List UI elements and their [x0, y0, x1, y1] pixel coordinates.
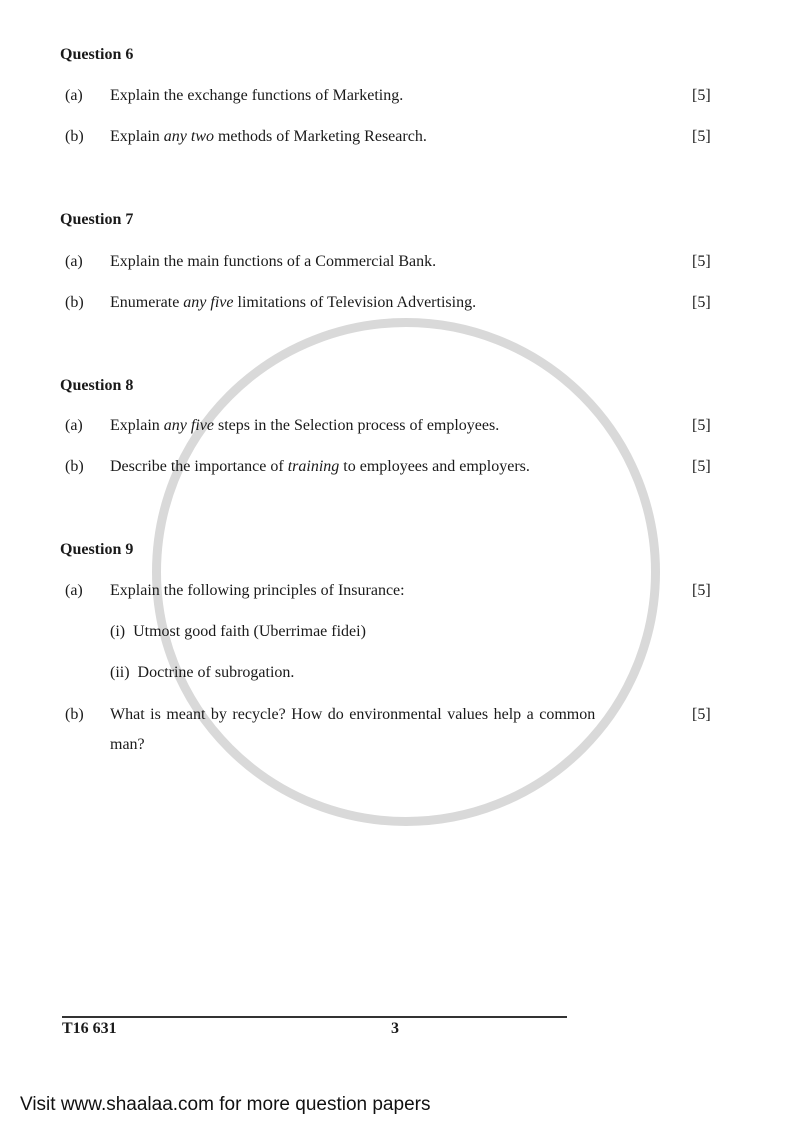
q9b-text-continuation: man?: [110, 736, 145, 753]
q9a-subitem-i: (i) Utmost good faith (Uberrimae fidei): [110, 623, 366, 640]
q6a-marks: [5]: [692, 87, 711, 104]
q8b-label: (b): [65, 458, 84, 475]
paper-code: T16 631: [62, 1020, 117, 1037]
question-7-heading: Question 7: [60, 211, 134, 228]
q9b-label: (b): [65, 706, 84, 723]
q7b-text: Enumerate any five limitations of Television Advertising.: [110, 294, 477, 311]
q9a-subitem-ii: (ii) Doctrine of subrogation.: [110, 664, 295, 681]
q9a-marks: [5]: [692, 582, 711, 599]
q8a-label: (a): [65, 417, 83, 434]
q6b-text: Explain any two methods of Marketing Research.: [110, 128, 427, 145]
q6b-marks: [5]: [692, 128, 711, 145]
footer-rule: [62, 1016, 567, 1018]
q7b-marks: [5]: [692, 294, 711, 311]
q9b-text: What is meant by recycle? How do environmental values help a common: [110, 706, 596, 723]
q7b-label: (b): [65, 294, 84, 311]
q8b-marks: [5]: [692, 458, 711, 475]
q6a-text: Explain the exchange functions of Marketing.: [110, 87, 404, 104]
watermark-circle: [152, 318, 660, 826]
q9a-text: Explain the following principles of Insurance:: [110, 582, 405, 599]
q6b-label: (b): [65, 128, 84, 145]
q7a-marks: [5]: [692, 253, 711, 270]
question-6-heading: Question 6: [60, 46, 134, 63]
page-number: 3: [391, 1020, 399, 1037]
q6a-label: (a): [65, 87, 83, 104]
q9a-label: (a): [65, 582, 83, 599]
q9b-marks: [5]: [692, 706, 711, 723]
site-banner-link[interactable]: Visit www.shaalaa.com for more question papers: [20, 1094, 431, 1115]
q8a-marks: [5]: [692, 417, 711, 434]
question-8-heading: Question 8: [60, 377, 134, 394]
q8a-text: Explain any five steps in the Selection process of employees.: [110, 417, 500, 434]
q8b-text: Describe the importance of training to employees and employers.: [110, 458, 530, 475]
question-9-heading: Question 9: [60, 541, 134, 558]
q7a-text: Explain the main functions of a Commercial Bank.: [110, 253, 437, 270]
q7a-label: (a): [65, 253, 83, 270]
